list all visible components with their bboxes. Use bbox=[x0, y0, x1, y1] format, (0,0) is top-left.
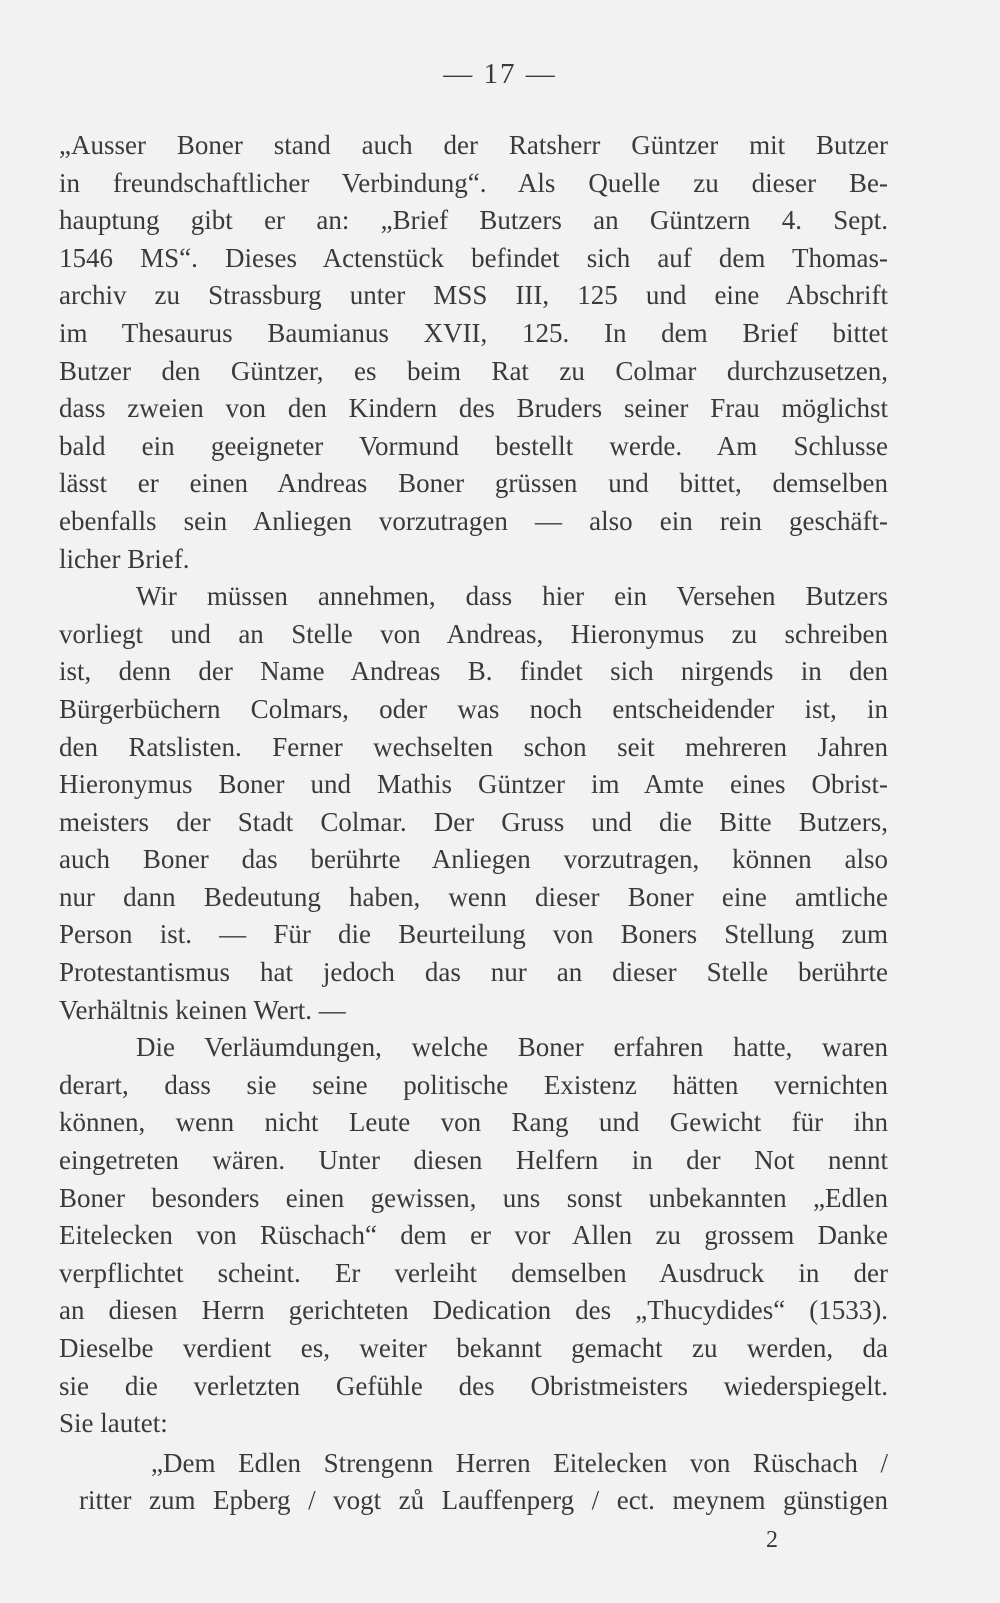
text-line: im Thesaurus Baumianus XVII, 125. In dem Brief bittet bbox=[59, 317, 888, 348]
text-line: eingetreten wären. Unter diesen Helfern in der Not nennt bbox=[59, 1145, 888, 1176]
paragraph-2 bbox=[59, 578, 888, 1029]
text-line: auch Boner das berührte Anliegen vorzutragen, können also bbox=[59, 844, 888, 875]
text-line: „Ausser Boner stand auch der Ratsherr Güntzer mit Butzer bbox=[59, 130, 888, 160]
text-line: Hieronymus Boner und Mathis Güntzer im Amte eines Obrist- bbox=[59, 769, 888, 800]
body-text bbox=[59, 127, 888, 1520]
text-line: hauptung gibt er an: „Brief Butzers an Güntzern 4. Sept. bbox=[59, 205, 888, 236]
text-line: bald ein geeigneter Vormund bestellt werde. Am Schlusse bbox=[59, 430, 888, 461]
text-line: Verhältnis keinen Wert. — bbox=[59, 994, 346, 1025]
text-line: Eitelecken von Rüschach“ dem er vor Allen zu grossem Danke bbox=[59, 1220, 888, 1251]
text-line: in freundschaftlicher Verbindung“. Als Quelle zu dieser Be- bbox=[59, 167, 888, 198]
text-line: Sie lautet: bbox=[59, 1408, 168, 1439]
text-line: Wir müssen annehmen, dass hier ein Versehen Butzers bbox=[136, 581, 888, 612]
text-line: 1546 MS“. Dieses Actenstück befindet sich auf dem Thomas- bbox=[59, 242, 888, 273]
text-line: „Dem Edlen Strengenn Herren Eitelecken von Rüschach / bbox=[151, 1447, 888, 1478]
text-line: dass zweien von den Kindern des Bruders seiner Frau möglichst bbox=[59, 393, 888, 424]
text-line: sie die verletzten Gefühle des Obristmeisters wiederspiegelt. bbox=[59, 1370, 888, 1401]
text-line: vorliegt und an Stelle von Andreas, Hieronymus zu schreiben bbox=[59, 618, 888, 649]
text-line: verpflichtet scheint. Er verleiht demselben Ausdruck in der bbox=[59, 1257, 888, 1288]
text-line: ist, denn der Name Andreas B. findet sich nirgends in den bbox=[59, 656, 888, 687]
text-line: Die Verläumdungen, welche Boner erfahren hatte, waren bbox=[136, 1032, 888, 1063]
text-line: ebenfalls sein Anliegen vorzutragen — also ein rein geschäft- bbox=[59, 505, 888, 536]
text-line: meisters der Stadt Colmar. Der Gruss und die Bitte Butzers, bbox=[59, 806, 888, 837]
text-line: Boner besonders einen gewissen, uns sonst unbekannten „Edlen bbox=[59, 1182, 888, 1213]
text-line: können, wenn nicht Leute von Rang und Gewicht für ihn bbox=[59, 1107, 888, 1138]
text-line: Protestantismus hat jedoch das nur an dieser Stelle berührte bbox=[59, 957, 888, 988]
text-line: Bürgerbüchern Colmars, oder was noch entscheidender ist, in bbox=[59, 693, 888, 724]
paragraph-3 bbox=[59, 1029, 888, 1443]
text-line: ritter zum Epberg / vogt zů Lauffenperg / ect. meynem günstigen bbox=[79, 1485, 888, 1516]
text-line: nur dann Bedeutung haben, wenn dieser Boner eine amtliche bbox=[59, 881, 888, 912]
text-line: Person ist. — Für die Beurteilung von Boners Stellung zum bbox=[59, 919, 888, 950]
text-line: Butzer den Güntzer, es beim Rat zu Colmar durchzusetzen, bbox=[59, 355, 888, 386]
text-line: lässt er einen Andreas Boner grüssen und bittet, demselben bbox=[59, 468, 888, 499]
text-line: an diesen Herrn gerichteten Dedication des „Thucydides“ (1533). bbox=[59, 1295, 888, 1326]
text-line: licher Brief. bbox=[59, 543, 190, 574]
text-line: Dieselbe verdient es, weiter bekannt gemacht zu werden, da bbox=[59, 1333, 888, 1363]
text-line: derart, dass sie seine politische Existenz hätten vernichten bbox=[59, 1069, 888, 1100]
text-line: archiv zu Strassburg unter MSS III, 125 und eine Abschrift bbox=[59, 280, 888, 311]
page-number: — 17 — bbox=[443, 58, 557, 90]
quotation bbox=[59, 1445, 888, 1520]
text-line: den Ratslisten. Ferner wechselten schon seit mehreren Jahren bbox=[59, 731, 888, 762]
paragraph-1 bbox=[59, 127, 888, 578]
signature-mark: 2 bbox=[766, 1527, 778, 1553]
